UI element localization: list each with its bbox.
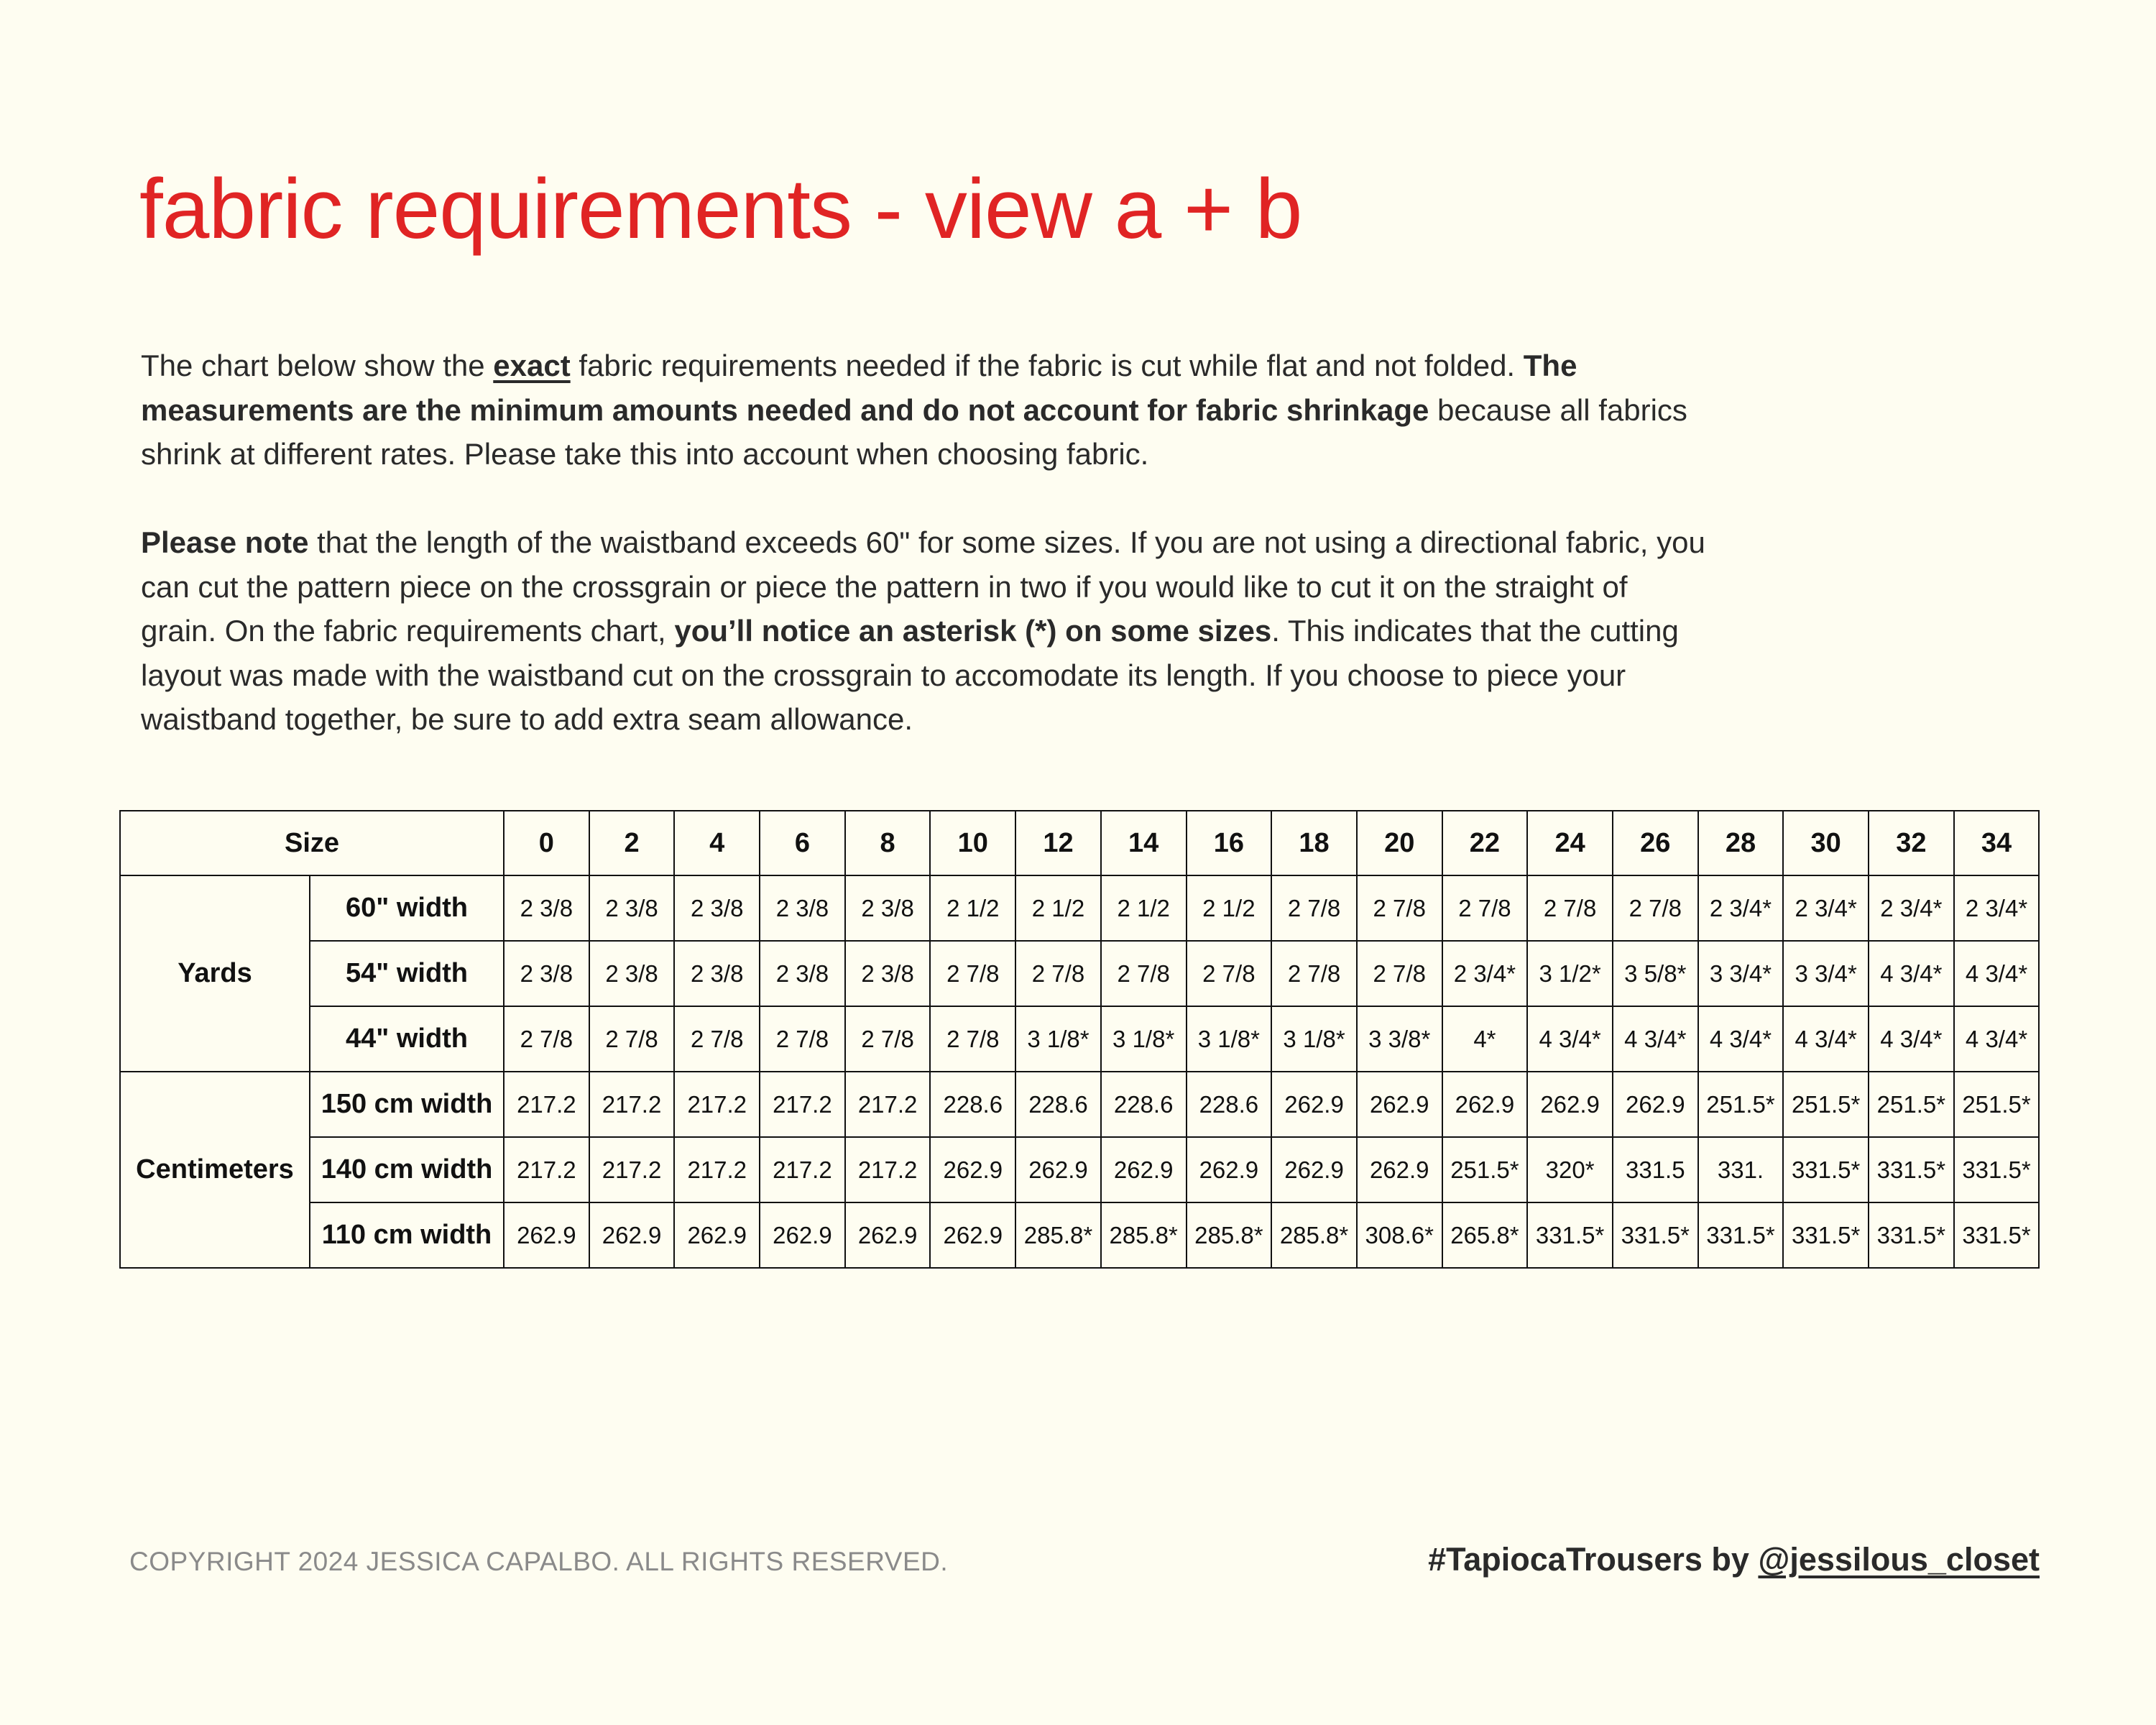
requirement-cell: 2 3/4* [1783,875,1869,941]
requirement-cell: 2 3/8 [760,875,845,941]
requirement-cell: 217.2 [845,1137,931,1202]
requirement-cell: 331.5* [1613,1202,1698,1268]
requirement-cell: 217.2 [760,1137,845,1202]
requirement-cell: 2 3/8 [504,941,589,1006]
requirement-cell: 262.9 [1527,1072,1613,1137]
size-column-header: 28 [1698,811,1784,875]
requirement-cell: 251.5* [1783,1072,1869,1137]
requirement-cell: 2 1/2 [1101,875,1187,941]
fabric-width-label: 150 cm width [310,1072,504,1137]
requirement-cell: 4* [1442,1006,1528,1072]
requirement-cell: 2 7/8 [1357,875,1442,941]
size-column-header: 2 [589,811,675,875]
requirement-cell: 2 3/8 [845,941,931,1006]
requirement-cell: 4 3/4* [1869,941,1954,1006]
requirement-cell: 4 3/4* [1869,1006,1954,1072]
requirement-cell: 262.9 [1271,1137,1357,1202]
size-column-header: 34 [1954,811,2040,875]
size-column-header: 22 [1442,811,1528,875]
requirement-cell: 251.5* [1954,1072,2040,1137]
requirement-cell: 262.9 [1357,1072,1442,1137]
requirement-cell: 2 7/8 [1271,941,1357,1006]
requirement-cell: 262.9 [1442,1072,1528,1137]
requirement-cell: 2 7/8 [589,1006,675,1072]
fabric-width-label: 140 cm width [310,1137,504,1202]
requirement-cell: 2 1/2 [1187,875,1272,941]
intro-text-segment: fabric requirements needed if the fabric is cut while flat and not folded. [570,349,1524,382]
requirement-cell: 251.5* [1442,1137,1528,1202]
requirement-cell: 2 3/8 [504,875,589,941]
requirement-cell: 2 7/8 [1527,875,1613,941]
requirement-cell: 217.2 [760,1072,845,1137]
intro-text-segment: . This indicates that the cutting layout was made with the waistband cut on the crossgrain to accomodate its length. If you choose to piece your waistband together, be sure to add extra seam allowance. [141,614,1679,736]
requirement-cell: 331.5* [1869,1137,1954,1202]
requirement-cell: 2 7/8 [930,941,1015,1006]
size-column-header: 30 [1783,811,1869,875]
requirement-cell: 262.9 [1271,1072,1357,1137]
requirement-cell: 4 3/4* [1783,1006,1869,1072]
requirement-cell: 4 3/4* [1698,1006,1784,1072]
requirement-cell: 308.6* [1357,1202,1442,1268]
centimeters-row [120,1202,2039,1268]
requirement-cell: 262.9 [1613,1072,1698,1137]
requirement-cell: 2 3/4* [1869,875,1954,941]
yards-unit-label: Yards [120,875,310,1072]
requirement-cell: 217.2 [674,1072,760,1137]
requirement-cell: 2 3/4* [1442,941,1528,1006]
requirement-cell: 217.2 [589,1072,675,1137]
requirement-cell: 3 3/8* [1357,1006,1442,1072]
requirement-cell: 331. [1698,1137,1784,1202]
intro-paragraph-2 [141,520,1708,742]
requirement-cell: 2 3/8 [760,941,845,1006]
requirement-cell: 3 5/8* [1613,941,1698,1006]
intro-text-segment: The chart below show the [141,349,494,382]
requirement-cell: 262.9 [845,1202,931,1268]
requirement-cell: 285.8* [1101,1202,1187,1268]
fabric-requirements-table [119,810,2040,1269]
requirement-cell: 320* [1527,1137,1613,1202]
size-column-header: 32 [1869,811,1954,875]
copyright-notice: COPYRIGHT 2024 JESSICA CAPALBO. ALL RIGHTS RESERVED. [129,1547,949,1576]
requirement-cell: 262.9 [1101,1137,1187,1202]
size-header-row [120,811,2039,875]
size-column-header: 6 [760,811,845,875]
requirement-cell: 285.8* [1187,1202,1272,1268]
requirement-cell: 265.8* [1442,1202,1528,1268]
requirement-cell: 251.5* [1869,1072,1954,1137]
emphasis-exact: exact [493,349,571,382]
yards-row [120,875,2039,941]
requirement-cell: 2 3/8 [845,875,931,941]
requirement-cell: 217.2 [845,1072,931,1137]
centimeters-row [120,1072,2039,1137]
requirement-cell: 262.9 [674,1202,760,1268]
requirement-cell: 217.2 [674,1137,760,1202]
requirement-cell: 2 3/8 [674,875,760,941]
intro-text-segment: that the length of the waistband exceeds 60" for some sizes. If you are not using a directional fabric, you can cut the pattern piece on the crossgrain or piece the pattern in two if you would like to cut it on the straight of grain. On the fabric requirements chart, [141,525,1705,648]
requirement-cell: 3 3/4* [1783,941,1869,1006]
page-title: fabric requirements - view a + b [139,162,1302,257]
requirement-cell: 262.9 [1015,1137,1101,1202]
centimeters-row [120,1137,2039,1202]
requirement-cell: 262.9 [504,1202,589,1268]
yards-row [120,941,2039,1006]
size-column-header: 26 [1613,811,1698,875]
requirement-cell: 3 1/8* [1101,1006,1187,1072]
requirement-cell: 262.9 [1357,1137,1442,1202]
requirement-cell: 2 7/8 [1357,941,1442,1006]
requirement-cell: 228.6 [1101,1072,1187,1137]
requirement-cell: 3 1/2* [1527,941,1613,1006]
pattern-credit [1428,1541,2040,1578]
requirement-cell: 2 7/8 [1101,941,1187,1006]
requirement-cell: 4 3/4* [1613,1006,1698,1072]
requirement-cell: 3 3/4* [1698,941,1784,1006]
requirement-cell: 228.6 [1187,1072,1272,1137]
requirement-cell: 3 1/8* [1015,1006,1101,1072]
size-column-header: 16 [1187,811,1272,875]
requirement-cell: 331.5 [1613,1137,1698,1202]
emphasis-minimum-amounts: The measurements are the minimum amounts needed and do not account for fabric shrinkage [141,349,1577,427]
requirement-cell: 2 7/8 [1613,875,1698,941]
requirement-cell: 4 3/4* [1954,1006,2040,1072]
requirement-cell: 2 7/8 [845,1006,931,1072]
requirement-cell: 262.9 [1187,1137,1272,1202]
requirement-cell: 331.5* [1783,1137,1869,1202]
requirement-cell: 2 3/8 [589,875,675,941]
size-column-header: 24 [1527,811,1613,875]
size-column-header: 12 [1015,811,1101,875]
emphasis-asterisk-note: you’ll notice an asterisk (*) on some sizes [674,614,1272,648]
instagram-handle-link[interactable]: @jessilous_closet [1758,1541,2040,1578]
requirement-cell: 4 3/4* [1527,1006,1613,1072]
requirement-cell: 251.5* [1698,1072,1784,1137]
requirement-cell: 2 7/8 [1187,941,1272,1006]
requirement-cell: 2 3/8 [589,941,675,1006]
requirement-cell: 2 7/8 [674,1006,760,1072]
requirement-cell: 2 7/8 [1442,875,1528,941]
requirement-cell: 331.5* [1783,1202,1869,1268]
size-column-header: 0 [504,811,589,875]
requirement-cell: 331.5* [1954,1202,2040,1268]
size-column-header: 10 [930,811,1015,875]
size-column-header: 20 [1357,811,1442,875]
intro-text-segment: because all fabrics shrink at different rates. Please take this into account when choosing fabric. [141,392,1687,471]
requirement-cell: 2 7/8 [1271,875,1357,941]
requirement-cell: 2 3/4* [1954,875,2040,941]
intro-text [141,344,1708,742]
size-column-header: 8 [845,811,931,875]
requirement-cell: 2 7/8 [504,1006,589,1072]
requirement-cell: 262.9 [589,1202,675,1268]
requirement-cell: 2 3/4* [1698,875,1784,941]
size-header-label: Size [120,811,504,875]
requirement-cell: 285.8* [1015,1202,1101,1268]
requirement-cell: 3 1/8* [1187,1006,1272,1072]
requirement-cell: 228.6 [930,1072,1015,1137]
size-column-header: 14 [1101,811,1187,875]
requirement-cell: 331.5* [1954,1137,2040,1202]
emphasis-please-note: Please note [141,525,309,559]
requirement-cell: 2 7/8 [1015,941,1101,1006]
requirement-cell: 331.5* [1527,1202,1613,1268]
requirement-cell: 331.5* [1698,1202,1784,1268]
requirement-cell: 262.9 [760,1202,845,1268]
requirement-cell: 285.8* [1271,1202,1357,1268]
requirement-cell: 2 7/8 [760,1006,845,1072]
hashtag: #TapiocaTrousers by [1428,1541,1759,1578]
requirement-cell: 262.9 [930,1202,1015,1268]
fabric-width-label: 44" width [310,1006,504,1072]
requirement-cell: 3 1/8* [1271,1006,1357,1072]
requirement-cell: 217.2 [504,1072,589,1137]
size-column-header: 4 [674,811,760,875]
fabric-width-label: 110 cm width [310,1202,504,1268]
requirement-cell: 4 3/4* [1954,941,2040,1006]
requirement-cell: 228.6 [1015,1072,1101,1137]
requirement-cell: 2 7/8 [930,1006,1015,1072]
fabric-width-label: 54" width [310,941,504,1006]
size-column-header: 18 [1271,811,1357,875]
centimeters-unit-label: Centimeters [120,1072,310,1268]
requirement-cell: 2 3/8 [674,941,760,1006]
requirement-cell: 331.5* [1869,1202,1954,1268]
intro-paragraph-1 [141,344,1708,477]
requirement-cell: 2 1/2 [1015,875,1101,941]
fabric-width-label: 60" width [310,875,504,941]
requirement-cell: 262.9 [930,1137,1015,1202]
requirement-cell: 217.2 [589,1137,675,1202]
requirement-cell: 2 1/2 [930,875,1015,941]
requirement-cell: 217.2 [504,1137,589,1202]
yards-row [120,1006,2039,1072]
